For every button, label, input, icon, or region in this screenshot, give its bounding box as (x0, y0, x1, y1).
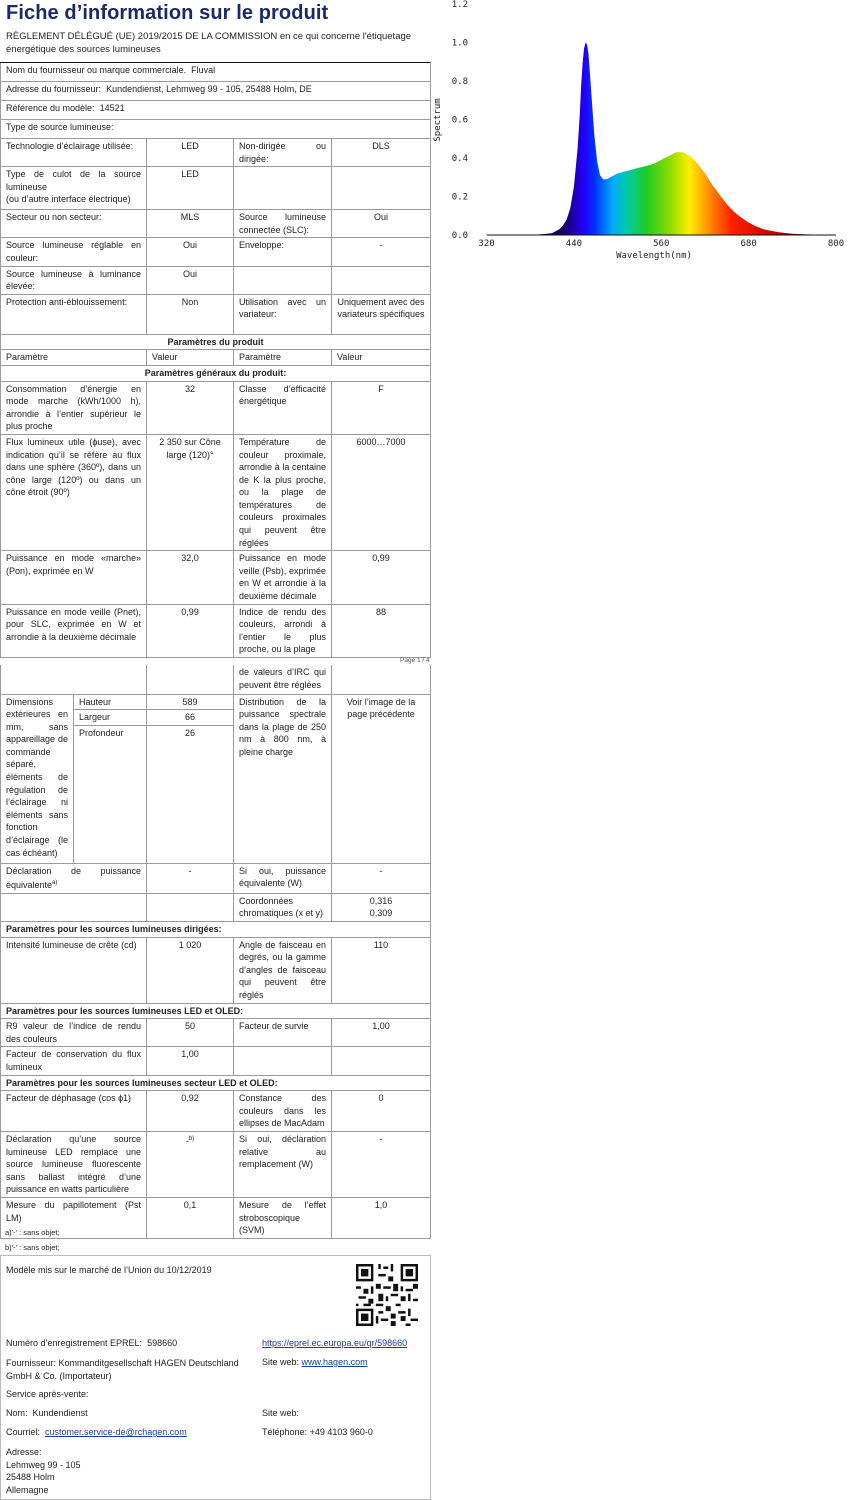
eprel-label: Numéro d’enregistrement EPREL: (6, 1338, 143, 1348)
general-row (1, 604, 431, 657)
general-row-label-2: Indice de rendu des couleurs, arrondi à l’entier le plus proche, ou la plage (234, 604, 332, 657)
supplier-name-label: Nom du fournisseur ou marque commerciale. (6, 65, 187, 75)
model-ref-label: Référence du modèle: (6, 103, 95, 113)
directed-params-heading: Paramètres pour les sources lumineuses dirigées: (1, 922, 431, 938)
r9-row (1, 1019, 431, 1047)
light-source-type-heading: Type de source lumineuse: (1, 120, 431, 139)
regulation-subtitle: RÈGLEMENT DÉLÉGUÉ (UE) 2019/2015 DE LA COMMISSION en ce qui concerne l'étiquetage énergétique des sources lumineuses (6, 31, 412, 55)
dimension-value: 66 (147, 710, 234, 726)
x-tick-label: 680 (740, 239, 757, 249)
supplier-address-label: Adresse du fournisseur: (6, 84, 102, 94)
cri-continued-row (1, 665, 431, 694)
y-tick-label: 0.2 (451, 192, 468, 203)
dimension-name: Hauteur (74, 694, 147, 710)
peak-intensity-value: 1 020 (147, 937, 234, 1003)
general-row-value-2: 88 (332, 604, 431, 657)
chroma-row (1, 893, 431, 921)
type-row-value: LED (147, 167, 234, 210)
flicker-value: 0,1 (147, 1198, 234, 1239)
supplier-address-value: Kundendienst, Lehmweg 99 - 105, 25488 Holm, DE (106, 84, 312, 94)
model-ref-value: 14521 (99, 103, 125, 113)
email-link[interactable]: customer.service-de@rchagen.com (45, 1427, 187, 1437)
address-line: Allemagne (6, 1484, 49, 1495)
supplier-address-row (1, 82, 431, 101)
replacement-value (147, 1132, 234, 1198)
chroma-y: 0,309 (369, 908, 393, 919)
dimension-name: Largeur (74, 710, 147, 726)
flicker-label: Mesure du papillotement (Pst LM) (1, 1198, 147, 1239)
type-row-label: Source lumineuse réglable en couleur: (1, 238, 147, 266)
x-tick-label: 440 (565, 239, 583, 249)
y-tick-label: 1.2 (451, 0, 468, 10)
type-row-label-2: Enveloppe: (234, 238, 332, 266)
page-1 (0, 0, 431, 655)
type-row-label: Technologie d’éclairage utilisée: (1, 139, 147, 167)
phone-label: Téléphone: (262, 1427, 308, 1437)
model-ref-row (1, 101, 431, 120)
y-tick-label: 0.0 (451, 231, 468, 241)
product-info-table (0, 62, 431, 658)
supplier-name-value: Fluval (191, 65, 216, 75)
type-row-label-2: Non-dirigée ou dirigée: (234, 139, 332, 167)
y-tick-label: 0.4 (451, 154, 468, 164)
type-row-value: MLS (147, 210, 234, 238)
general-row (1, 434, 431, 550)
page-number: Page 1 / 4 (400, 657, 430, 664)
power-factor-label: Facteur de déphasage (cos ɸ1) (1, 1091, 147, 1132)
address-line: 25488 Holm (6, 1472, 55, 1482)
qr-code-icon[interactable] (356, 1264, 418, 1326)
flux-maint-label: Facteur de conservation du flux lumineux (1, 1047, 147, 1075)
general-row-label: Flux lumineux utile (ɸuse), avec indication qu’il se réfère au flux dans une sphère (360º), dans un cône large (120º) ou dans un cône étroit (90º) (1, 434, 147, 550)
general-row-value: 2 350 sur Cône large (120)° (147, 434, 234, 550)
supplier-name-row (1, 63, 431, 82)
general-row-value-2: 0,99 (332, 551, 431, 604)
y-axis-label: Spectrum (433, 98, 443, 142)
footnote-a: a)'-' : sans objet; (5, 1228, 60, 1237)
dimension-value: 26 (147, 725, 234, 863)
general-row (1, 551, 431, 604)
svm-label: Mesure de l’effet stroboscopique (SVM) (234, 1198, 332, 1239)
cap-type-label: Type de culot de la source lumineuse (6, 169, 141, 192)
type-row (1, 266, 431, 294)
general-row-label: Puissance en mode veille (Pnet), pour SLC, exprimée en W et arrondie à la deuxième décimale (1, 604, 147, 657)
product-info-table-continued (0, 665, 431, 1239)
equiv-power-text: Déclaration de puissance équivalente (6, 865, 141, 891)
general-row-label: Puissance en mode «marche» (Pon), exprimée en W (1, 551, 147, 604)
type-row-value: Non (147, 294, 234, 334)
general-row-value: 0,99 (147, 604, 234, 657)
market-date: Modèle mis sur le marché de l’Union du 10/12/2019 (6, 1265, 212, 1275)
equiv-power-label (1, 863, 147, 893)
replacement-w-label: Si oui, déclaration relative au remplacement (W) (234, 1132, 332, 1198)
general-row-label: Consommation d’énergie en mode marche (kWh/1000 h), arrondie à l’entier supérieur le plus proche (1, 381, 147, 434)
type-row-value-2 (332, 266, 431, 294)
phone-value: +49 4103 960-0 (309, 1427, 373, 1437)
svm-value: 1,0 (332, 1198, 431, 1239)
y-axis (452, 0, 468, 241)
y-tick-label: 1.0 (451, 38, 468, 49)
chroma-label: Coordonnées chromatiques (x et y) (234, 893, 332, 921)
y-tick-label: 0.6 (451, 115, 468, 126)
col-header-value: Valeur (147, 350, 234, 366)
eprel-line (6, 1338, 177, 1348)
led-params-heading: Paramètres pour les sources lumineuses LED et OLED: (1, 1003, 431, 1019)
dims-row-height (1, 694, 431, 710)
supplier-label: Fournisseur: (6, 1358, 57, 1368)
peak-intensity-label: Intensité lumineuse de crête (cd) (1, 937, 147, 1003)
equiv-w-label: Si oui, puissance équivalente (W) (234, 863, 332, 893)
general-params-heading: Paramètres généraux du produit: (1, 365, 431, 381)
supplier-value: Kommanditgesellschaft HAGEN Deutschland GmbH & Co. (Importateur) (6, 1358, 239, 1381)
replacement-footnote-ref: b) (188, 1136, 195, 1142)
spd-label: Distribution de la puissance spectrale dans la plage de 250 nm à 800 nm, à pleine charge (234, 694, 332, 863)
equiv-w-value: - (332, 863, 431, 893)
equiv-row (1, 863, 431, 893)
spd-value: Voir l’image de la page précédente (332, 694, 431, 863)
general-row-label-2: Puissance en mode veille (Psb), exprimée en W et arrondie à la deuxième décimale (234, 551, 332, 604)
type-row-value: LED (147, 139, 234, 167)
type-row-label-2 (234, 266, 332, 294)
type-row (1, 139, 431, 167)
equiv-power-value: - (147, 863, 234, 893)
website-label: Site web: (262, 1357, 300, 1367)
general-row-label-2: Température de couleur proximale, arrondie à la centaine de K la plus proche, ou la plage de températures de couleurs proximales qui peuvent être réglées (234, 434, 332, 550)
type-row (1, 238, 431, 266)
phone-line (262, 1427, 373, 1437)
beam-angle-value: 110 (332, 937, 431, 1003)
survival-label: Facteur de survie (234, 1019, 332, 1047)
dimension-value: 589 (147, 694, 234, 710)
col-header-param: Paramètre (1, 350, 147, 366)
address-label: Adresse: (6, 1447, 42, 1457)
service-website-label: Site web: (262, 1408, 300, 1418)
pf-row (1, 1091, 431, 1132)
dimensions-label: Dimensions extérieures en mm, sans appareillage de commande séparé, éléments de régulation de l’éclairage ni éléments sans fonction d’éclairage (le cas échéant) (1, 694, 74, 863)
r9-label: R9 valeur de l’indice de rendu des couleurs (1, 1019, 147, 1047)
email-line (6, 1427, 187, 1437)
col-header-param-2: Paramètre (234, 350, 332, 366)
general-row-value-2: F (332, 381, 431, 434)
equiv-footnote-ref: a) (52, 880, 58, 887)
general-row (1, 381, 431, 434)
power-factor-value: 0,92 (147, 1091, 234, 1132)
replacement-label: Déclaration qu’une source lumineuse LED remplace une source lumineuse fluorescente sans ballast intégré d’une puissance en watts particulière (1, 1132, 147, 1198)
flux-maint-row (1, 1047, 431, 1075)
type-row-value-2: DLS (332, 139, 431, 167)
product-params-heading: Paramètres du produit (1, 334, 431, 350)
replace-row (1, 1132, 431, 1198)
x-tick-label: 800 (827, 239, 845, 249)
general-row-value: 32,0 (147, 551, 234, 604)
params-header-row (1, 350, 431, 366)
type-row (1, 210, 431, 238)
type-row-label (1, 167, 147, 210)
beam-angle-label: Angle de faisceau en degrés, ou la gamme d’angles de faisceau qui peuvent être réglés (234, 937, 332, 1003)
chroma-x: 0,316 (369, 895, 393, 906)
type-row-value: Oui (147, 266, 234, 294)
type-row (1, 294, 431, 334)
x-axis (478, 239, 844, 249)
replacement-w-value: - (332, 1132, 431, 1198)
type-row-value-2: Uniquement avec des variateurs spécifiques (332, 294, 431, 334)
website-line (262, 1357, 368, 1367)
type-row (1, 167, 431, 210)
survival-value: 1,00 (332, 1019, 431, 1047)
general-row-value-2: 6000…7000 (332, 434, 431, 550)
website-link[interactable]: www.hagen.com (301, 1357, 368, 1367)
page-title: Fiche d’information sur le produit (6, 2, 329, 24)
general-row-value: 32 (147, 381, 234, 434)
footnote-b: b)'-' : sans objet; (5, 1243, 60, 1252)
cri-range-continued: de valeurs d’IRC qui peuvent être réglées (234, 665, 332, 694)
x-tick-label: 320 (478, 239, 495, 249)
address-line: Lehmweg 99 - 105 (6, 1459, 81, 1470)
type-row-value: Oui (147, 238, 234, 266)
type-row-value-2: Oui (332, 210, 431, 238)
macadam-value: 0 (332, 1091, 431, 1132)
service-name-label: Nom: (6, 1408, 28, 1418)
type-row-value-2: - (332, 238, 431, 266)
eprel-link[interactable]: https://eprel.ec.europa.eu/qr/598660 (262, 1338, 408, 1348)
service-name-line (6, 1408, 88, 1418)
address-block (6, 1446, 81, 1496)
x-tick-label: 560 (653, 239, 670, 249)
type-row-label-2: Source lumineuse connectée (SLC): (234, 210, 332, 238)
eprel-number: 598660 (147, 1338, 178, 1348)
type-row-label-2 (234, 167, 332, 210)
flicker-row (1, 1198, 431, 1239)
y-tick-label: 0.8 (451, 77, 468, 87)
type-row-label: Protection anti-éblouissement: (1, 294, 147, 334)
supplier-block (6, 1357, 256, 1382)
macadam-label: Constance des couleurs dans les ellipses de MacAdam (234, 1091, 332, 1132)
dimension-name: Profondeur (74, 725, 147, 863)
service-name-value: Kundendienst (32, 1408, 88, 1418)
flux-maint-value: 1,00 (147, 1047, 234, 1075)
r9-value: 50 (147, 1019, 234, 1047)
type-row-value-2 (332, 167, 431, 210)
col-header-value-2: Valeur (332, 350, 431, 366)
spectrum-chart (432, 0, 848, 265)
x-axis-label: Wavelength(nm) (616, 251, 692, 261)
chroma-values (332, 893, 431, 921)
after-sales-heading: Service après-vente: (6, 1389, 89, 1399)
mains-led-params-heading: Paramètres pour les sources lumineuses secteur LED et OLED: (1, 1075, 431, 1091)
email-label: Courriel: (6, 1427, 41, 1437)
peak-row (1, 937, 431, 1003)
type-row-label: Secteur ou non secteur: (1, 210, 147, 238)
replacement-dash: - (185, 1136, 189, 1146)
type-row-label: Source lumineuse à luminance élevée: (1, 266, 147, 294)
cap-type-sublabel: (ou d’autre interface électrique) (6, 194, 131, 205)
type-row-label-2: Utilisation avec un variateur: (234, 294, 332, 334)
general-row-label-2: Classe d’efficacité énergétique (234, 381, 332, 434)
